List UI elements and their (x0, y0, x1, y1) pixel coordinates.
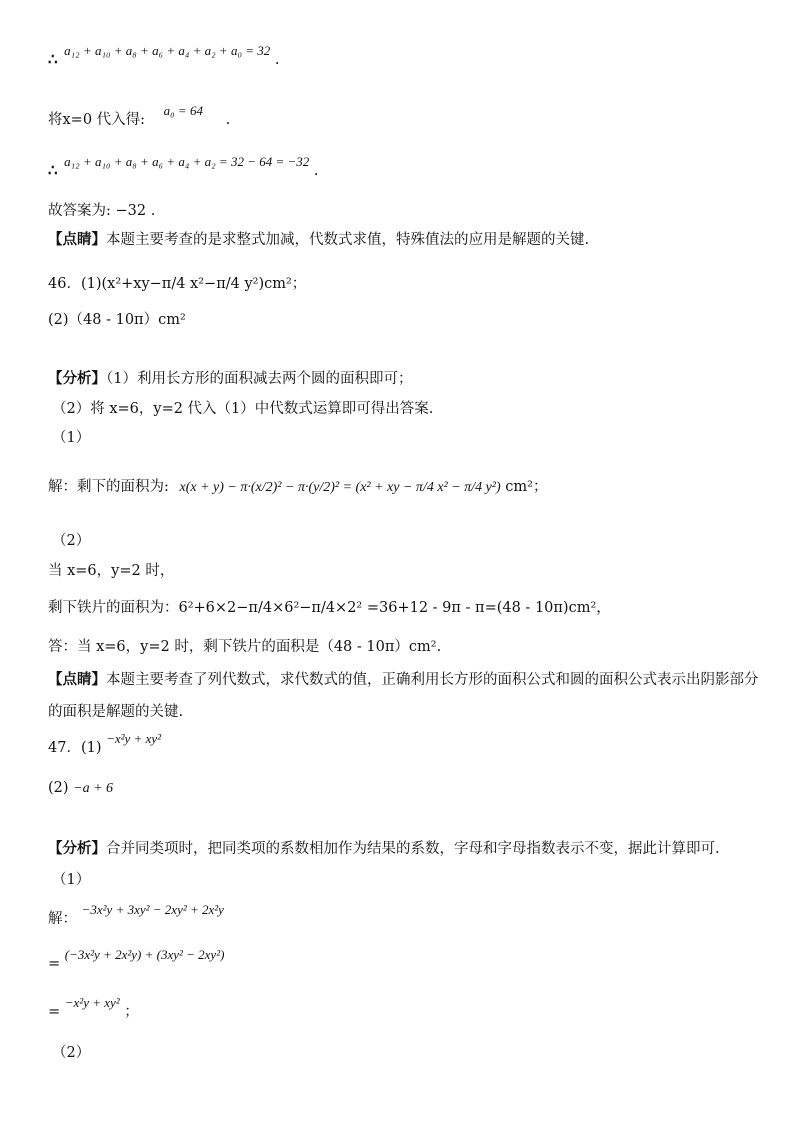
comment-text: 本题主要考查的是求整式加减，代数式求值，特殊值法的应用是解题的关键. (106, 232, 590, 248)
comment-tag: 【点睛】 (48, 671, 106, 688)
comment-tag: 【点睛】 (48, 231, 106, 248)
period: . (225, 112, 231, 128)
answer-line: 故答案为: −32 . (48, 203, 156, 219)
substitute-line (48, 103, 231, 128)
condition-line: 当 x=6，y=2 时， (48, 563, 175, 579)
solution-area-line (48, 480, 547, 495)
comment-line-2: 的面积是解题的关键. (48, 704, 184, 720)
label: 47．(1) (48, 740, 102, 756)
period: . (313, 163, 319, 179)
problem-47-answer-1 (48, 731, 162, 756)
expression: −a + 6 (73, 781, 114, 796)
expression: (−3x²y + 2x²y) + (3xy² − 2xy²) (64, 947, 225, 962)
solution-step-1 (48, 902, 224, 927)
calculation-line: 剩下铁片的面积为：6²+6×2−π/4×6²−π/4×2² =36+12 - 9π - π=(48 - 10π)cm²， (48, 600, 611, 616)
equals-sign: = (48, 956, 61, 972)
unit: cm²； (505, 479, 548, 495)
analysis-text: （1）利用长方形的面积减去两个圆的面积即可； (106, 371, 413, 387)
equation: x(x + y) − π·(x/2)² − π·(y/2)² = (x² + xy − π/4 x² − π/4 y²) (179, 480, 501, 495)
problem-46-answer-2: (2)（48 - 10π）cm² (48, 312, 186, 328)
analysis-paragraph (48, 372, 412, 387)
analysis-line-2: （2）将 x=6，y=2 代入（1）中代数式运算即可得出答案. (52, 401, 434, 417)
analysis-paragraph-2 (48, 842, 720, 857)
analysis-tag: 【分析】 (48, 840, 106, 857)
therefore-line-2 (48, 154, 319, 179)
semicolon: ； (124, 1004, 139, 1020)
label: 解：剩下的面积为: (48, 479, 169, 495)
problem-47-answer-2 (48, 781, 113, 796)
therefore-symbol: ∴ (48, 161, 58, 179)
analysis-text: 合并同类项时，把同类项的系数相加作为结果的系数，字母和字母指数表示不变，据此计算即可. (106, 841, 720, 857)
therefore-symbol: ∴ (48, 50, 58, 68)
therefore-line-1 (48, 43, 280, 68)
comment-text: 本题主要考查了列代数式，求代数式的值，正确利用长方形的面积公式和圆的面积公式表示出阴影部分 (106, 672, 759, 688)
expression: −3x²y + 3xy² − 2xy² + 2x²y (81, 902, 224, 917)
analysis-tag: 【分析】 (48, 370, 106, 387)
final-answer-line: 答：当 x=6，y=2 时，剩下铁片的面积是（48 - 10π）cm². (48, 639, 442, 655)
label: 将x=0 代入得: (48, 112, 146, 128)
comment-paragraph-2 (48, 673, 759, 688)
equation: a₀ = 64 (163, 103, 203, 118)
expression: −x²y + xy² (64, 995, 120, 1010)
comment-paragraph (48, 233, 589, 248)
expression: −x²y + xy² (106, 731, 162, 746)
label: (2) (48, 780, 69, 796)
period: . (274, 52, 280, 68)
solution-step-2 (48, 947, 225, 972)
part-1-label: （1） (52, 430, 91, 446)
part-1-label-2: （1） (52, 872, 91, 888)
equation: a₁₂ + a₁₀ + a₈ + a₆ + a₄ + a₂ = 32 − 64 = −32 (64, 154, 310, 169)
equals-sign: = (48, 1004, 61, 1020)
problem-46-answer-1: 46．(1)(x²+xy−π/4 x²−π/4 y²)cm²； (48, 276, 307, 292)
solution-step-3 (48, 995, 139, 1020)
equation: a₁₂ + a₁₀ + a₈ + a₆ + a₄ + a₂ + a₀ = 32 (64, 43, 271, 58)
label: 解： (48, 911, 77, 927)
part-2-label: （2） (52, 533, 91, 549)
part-2-label-2: （2） (52, 1045, 91, 1061)
